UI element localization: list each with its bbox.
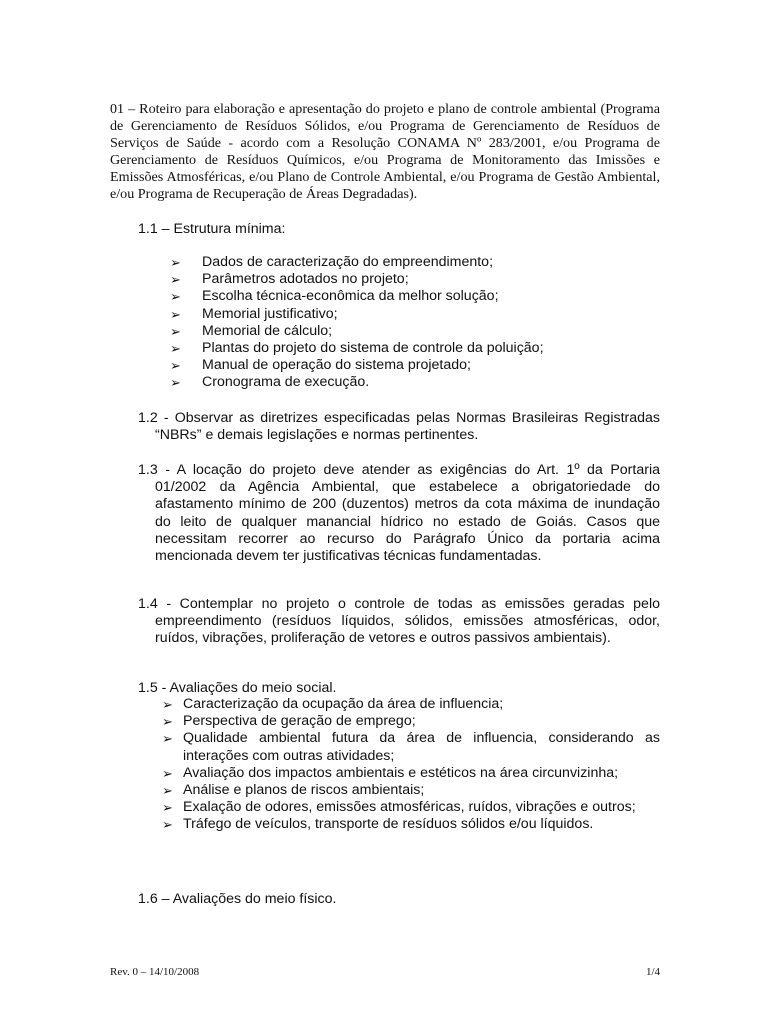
list-item: ➢ Manual de operação do sistema projetado; <box>170 357 471 374</box>
section-1-1-list <box>170 254 660 392</box>
list-item: ➢ Exalação de odores, emissões atmosféricas, ruídos, vibrações e outros; <box>162 799 636 816</box>
list-item: ➢ Caracterização da ocupação da área de influencia; <box>162 696 504 712</box>
section-1-1-heading: 1.1 – Estrutura mínima: <box>138 221 286 237</box>
footer-page-number: 1/4 <box>645 966 660 978</box>
list-item: ➢ Dados de caracterização do empreendimento; <box>170 254 494 270</box>
list-item: ➢ Tráfego de veículos, transporte de resíduos sólidos e/ou líquidos. <box>162 816 594 833</box>
section-1-6-heading: 1.6 – Avaliações do meio físico. <box>138 891 337 907</box>
arrow-bullet-icon: ➢ <box>162 731 173 747</box>
list-item: ➢ Análise e planos de riscos ambientais; <box>162 782 425 799</box>
arrow-bullet-icon: ➢ <box>170 358 181 374</box>
footer-revision: Rev. 0 – 14/10/2008 <box>110 966 200 978</box>
arrow-bullet-icon: ➢ <box>162 800 173 816</box>
section-1-5-list <box>162 696 660 834</box>
arrow-bullet-icon: ➢ <box>170 255 181 270</box>
list-item: ➢ Cronograma de execução. <box>170 374 370 391</box>
intro-paragraph: 01 – Roteiro para elaboração e apresentação do projeto e plano de controle ambiental (Programa de Gerenciamento de Resíduos Sólidos, e/ou Programa de Gerenciamento de Resíduos de Serviços de Saúde - acordo com a Resolução CONAMA Nº 283/2001, e/ou Programa de Gerenciamento de Resíduos Químicos, e/ou Programa de Monitoramento das Imissões e Emissões Atmosféricas, e/ou Plano de Controle Ambiental, e/ou Programa de Gestão Ambiental, e/ou Programa de Recuperação de Áreas Degradadas). <box>110 101 660 203</box>
arrow-bullet-icon: ➢ <box>170 323 181 339</box>
arrow-bullet-icon: ➢ <box>170 306 181 322</box>
list-item: ➢ Avaliação dos impactos ambientais e estéticos na área circunvizinha; <box>162 764 619 781</box>
section-1-5-heading: 1.5 - Avaliações do meio social. <box>138 680 337 696</box>
arrow-bullet-icon: ➢ <box>170 272 181 288</box>
arrow-bullet-icon: ➢ <box>162 765 173 781</box>
list-item: ➢ Parâmetros adotados no projeto; <box>170 271 409 288</box>
list-item: ➢ Perspectiva de geração de emprego; <box>162 713 416 730</box>
section-1-4-paragraph: 1.4 - Contemplar no projeto o controle de todas as emissões geradas pelo empreendimento (resíduos líquidos, sólidos, emissões atmosféricas, odor, ruídos, vibrações, proliferação de vetores e outros passivos ambientais). <box>138 596 660 647</box>
section-1-2-paragraph: 1.2 - Observar as diretrizes especificadas pelas Normas Brasileiras Registradas “NBRs” e demais legislações e normas pertinentes. <box>138 410 660 444</box>
arrow-bullet-icon: ➢ <box>170 375 181 391</box>
arrow-bullet-icon: ➢ <box>162 783 173 799</box>
list-item: ➢ Escolha técnica-econômica da melhor solução; <box>170 288 499 305</box>
arrow-bullet-icon: ➢ <box>162 714 173 730</box>
list-item: ➢ Memorial de cálculo; <box>170 322 333 339</box>
list-item: ➢ Plantas do projeto do sistema de controle da poluição; <box>170 340 544 357</box>
arrow-bullet-icon: ➢ <box>162 697 173 712</box>
section-1-3-paragraph: 1.3 - A locação do projeto deve atender as exigências do Art. 1º da Portaria 01/2002 da Agência Ambiental, que estabelece a obrigatoriedade do afastamento mínimo de 200 (duzentos) metros da cota máxima de inundação do leito de qualquer manancial hídrico no estado de Goiás. Casos que necessitam recorrer ao recurso do Parágrafo Único da portaria acima mencionada devem ter justificativas técnicas fundamentadas. <box>138 462 660 565</box>
arrow-bullet-icon: ➢ <box>162 817 173 833</box>
arrow-bullet-icon: ➢ <box>170 341 181 357</box>
list-item: ➢ Qualidade ambiental futura da área de influencia, considerando as interações com outras atividades; <box>162 730 660 764</box>
list-item: ➢ Memorial justificativo; <box>170 305 338 322</box>
arrow-bullet-icon: ➢ <box>170 289 181 305</box>
